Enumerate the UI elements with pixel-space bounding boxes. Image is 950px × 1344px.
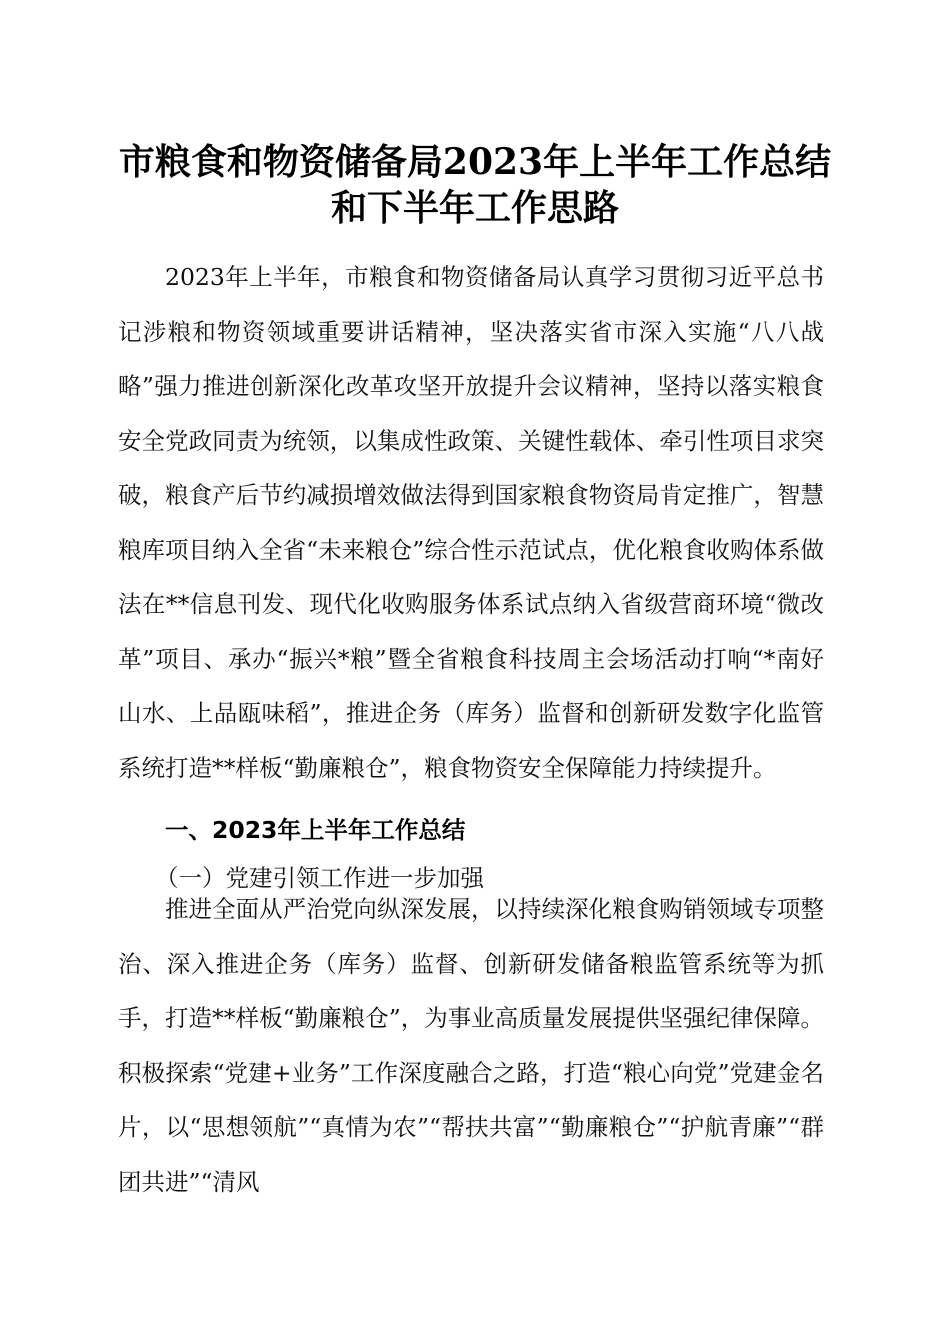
intro-paragraph: 2023年上半年，市粮食和物资储备局认真学习贯彻习近平总书记涉粮和物资领域重要讲话精神，坚决落实省市深入实施“八八战略”强力推进创新深化改革攻坚开放提升会议精神，坚持以落实粮食安全党政同责为统领，以集成性政策、关键性载体、牵引性项目求突破，粮食产后节约减损增效做法得到国家粮食物资局肯定推广，智慧粮库项目纳入全省“未来粮仓”综合性示范试点，优化粮食收购体系做法在**信息刊发、现代化收购服务体系试点纳入省级营商环境“微改革”项目、承办“振兴*粮”暨全省粮食科技周主会场活动打响“*南好山水、上品瓯味稻”，推进企务（库务）监督和创新研发数字化监管系统打造**样板“勤廉粮仓”，粮食物资安全保障能力持续提升。: [118, 263, 824, 782]
party-building-paragraph: 推进全面从严治党向纵深发展，以持续深化粮食购销领域专项整治、深入推进企务（库务）监督、创新研发储备粮监管系统等为抓手，打造**样板“勤廉粮仓”，为事业高质量发展提供坚强纪律保障。积极探索“党建+业务”工作深度融合之路，打造“粮心向党”党建金名片，以“思想领航”“真情为农”“帮扶共富”“勤廉粮仓”“护航青廉”“群团共进”“清风: [118, 895, 824, 1196]
document-title-line-2: 和下半年工作思路: [330, 187, 619, 229]
subsection-heading-party-building: （一）党建引领工作进一步加强: [155, 864, 484, 892]
section-heading-first-half-summary: 一、2023年上半年工作总结: [165, 816, 466, 844]
document-title-line-1: 市粮食和物资储备局2023年上半年工作总结: [118, 141, 832, 183]
